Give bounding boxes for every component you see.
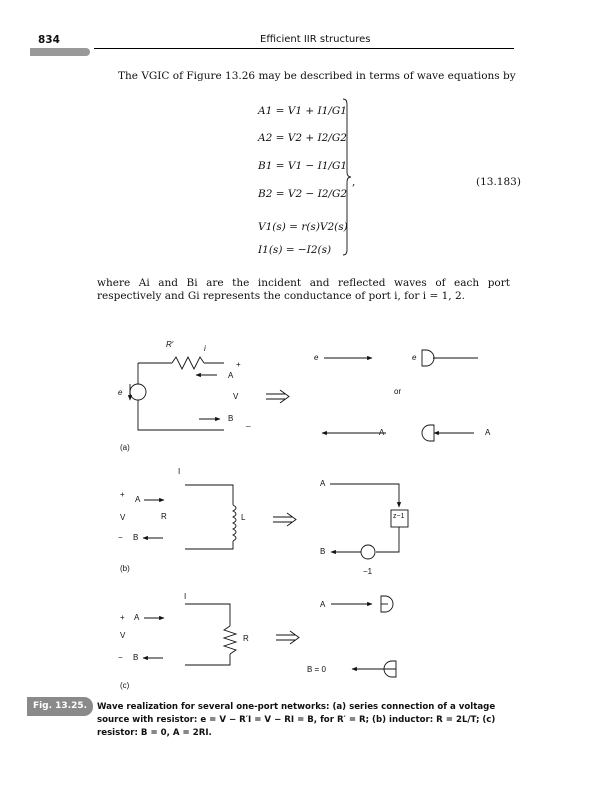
sink-symbol-a — [422, 425, 434, 441]
figure-badge: Fig. 13.25. — [27, 697, 93, 716]
equation-3: B1 = V1 − I1/G1 — [258, 160, 348, 172]
tag-c: (c) — [120, 681, 130, 690]
running-title: Efficient IIR structures — [260, 34, 371, 45]
label-minus-a: _ — [246, 418, 251, 427]
equation-number: (13.183) — [476, 176, 521, 188]
equation-1: A1 = V1 + I1/G1 — [258, 105, 347, 117]
label-or: or — [394, 387, 402, 396]
label-e-left: e — [118, 388, 123, 397]
equation-5: V1(s) = r(s)V2(s) — [258, 221, 348, 233]
label-plus-a: + — [236, 360, 241, 369]
label-a-c: A — [134, 613, 140, 622]
label-plus-b: + — [120, 490, 125, 499]
equation-brace — [343, 99, 351, 255]
gain-node — [361, 545, 375, 559]
label-l-b: L — [241, 513, 246, 522]
equation-2: A2 = V2 + I2/G2 — [258, 132, 347, 144]
page-number: 834 — [38, 34, 60, 46]
label-gain: −1 — [363, 567, 373, 576]
paragraph: where Ai and Bi are the incident and reflected waves of each port respectively and Gi represents the conductance of port i, for i = 1, 2. — [97, 277, 510, 302]
label-b-right-b: B — [320, 547, 326, 556]
label-a-right-b: A — [320, 479, 326, 488]
label-a-b: A — [135, 495, 141, 504]
source-symbol-e — [422, 350, 434, 366]
label-minus-b: − — [118, 533, 123, 542]
label-i-b: I — [178, 467, 181, 476]
feedback-line — [376, 527, 399, 552]
intro-text: The VGIC of Figure 13.26 may be described in terms of wave equations by — [118, 70, 516, 82]
label-delay: z−1 — [393, 513, 405, 520]
equation-6: I1(s) = −I2(s) — [258, 244, 332, 256]
label-plus-c: + — [120, 613, 125, 622]
label-a-a: A — [228, 371, 234, 380]
label-r-b: R — [161, 512, 167, 521]
label-b-eq: B = 0 — [307, 665, 326, 674]
equation-4: B2 = V2 − I2/G2 — [258, 188, 348, 200]
label-r-prime: R′ — [166, 340, 174, 349]
tag-b: (b) — [120, 564, 130, 573]
voltage-source-e — [130, 384, 146, 400]
label-e-source: e — [412, 353, 417, 362]
tag-a: (a) — [120, 443, 130, 452]
label-a-right-c: A — [320, 600, 326, 609]
label-v-c: V — [120, 631, 126, 640]
arrow-b-right-a — [330, 484, 399, 507]
figure-caption: Wave realization for several one-port networks: (a) series connection of a voltage source with resistor: e = V − R′I = V − RI = B, for R′ = R; (b) inductor: R = 2L/T; (c) resistor: B = 0, A = 2RI. — [97, 702, 496, 738]
label-b-c: B — [133, 653, 139, 662]
label-i-a: i — [204, 344, 206, 353]
label-minus-c: − — [118, 653, 123, 662]
resistor-r-prime — [172, 357, 204, 369]
label-b-b: B — [133, 533, 139, 542]
label-r-c: R — [243, 634, 249, 643]
label-i-c: I — [184, 592, 187, 601]
resistor-r — [224, 626, 236, 654]
label-b-a: B — [228, 414, 234, 423]
equation-comma: , — [352, 176, 356, 188]
label-a-bottom: A — [379, 428, 385, 437]
label-a-bottom-right: A — [485, 428, 491, 437]
label-v-b: V — [120, 513, 126, 522]
label-v-a: V — [233, 392, 239, 401]
inductor-l — [233, 505, 236, 541]
label-e-arrow: e — [314, 353, 319, 362]
